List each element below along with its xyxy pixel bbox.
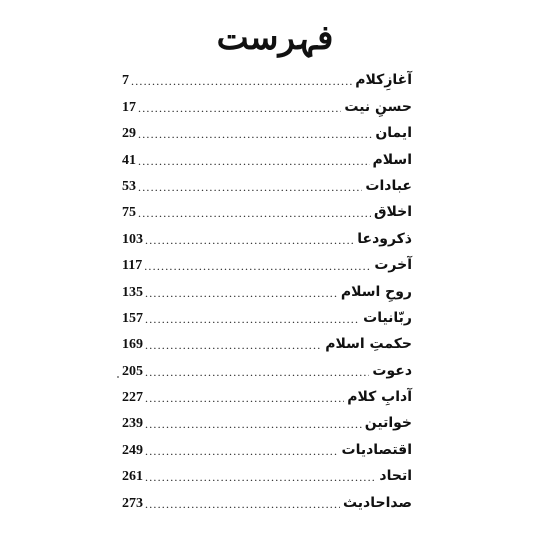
toc-entry[interactable]: [122, 433, 412, 459]
toc-page-number: 157: [122, 310, 143, 326]
toc-leader-dots: [145, 468, 376, 486]
toc-list: [122, 64, 412, 513]
toc-leader-dots: [145, 495, 340, 513]
toc-entry-label: حکمتِ اسلام: [325, 336, 412, 353]
toc-entry[interactable]: [122, 90, 412, 116]
toc-entry[interactable]: [122, 302, 412, 328]
scan-speck: [117, 376, 119, 378]
toc-page-number: 227: [122, 390, 143, 406]
toc-entry-label: دعوت: [372, 362, 412, 379]
toc-entry-label: عبادات: [365, 177, 412, 194]
toc-page-number: 239: [122, 416, 143, 432]
toc-leader-dots: [138, 178, 362, 196]
toc-entry-label: حسنِ نیت: [344, 98, 412, 115]
toc-leader-dots: [145, 415, 362, 433]
toc-entry[interactable]: [122, 222, 412, 248]
toc-page-number: 205: [122, 363, 143, 379]
toc-entry[interactable]: [122, 170, 412, 196]
toc-page-number: 261: [122, 469, 143, 485]
toc-entry-label: آدابِ کلام: [347, 389, 412, 406]
toc-entry[interactable]: [122, 249, 412, 275]
toc-entry-label: اسلام: [372, 151, 412, 168]
toc-page-number: 169: [122, 337, 143, 353]
toc-entry[interactable]: [122, 64, 412, 90]
toc-entry[interactable]: [122, 460, 412, 486]
toc-page-number: 135: [122, 284, 143, 300]
toc-leader-dots: [138, 152, 370, 170]
toc-entry-label: ایمان: [375, 125, 412, 142]
toc-leader-dots: [145, 310, 360, 328]
toc-page-number: 17: [122, 99, 136, 115]
toc-leader-dots: [145, 231, 354, 249]
toc-page-number: 103: [122, 231, 143, 247]
toc-entry[interactable]: [122, 117, 412, 143]
toc-leader-dots: [145, 363, 369, 381]
toc-page-number: 273: [122, 495, 143, 511]
toc-entry[interactable]: [122, 143, 412, 169]
toc-page-number: 7: [122, 73, 129, 89]
toc-entry-label: آغازِکلام: [355, 72, 412, 89]
toc-page-number: 75: [122, 205, 136, 221]
toc-entry[interactable]: [122, 196, 412, 222]
toc-leader-dots: [138, 204, 371, 222]
page-title: فہرست: [216, 18, 334, 58]
toc-entry-label: صداحادیث: [342, 494, 412, 511]
toc-entry-label: ذکرودعا: [357, 230, 412, 247]
toc-leader-dots: [138, 99, 341, 117]
toc-page-number: 249: [122, 442, 143, 458]
toc-leader-dots: [145, 336, 322, 354]
toc-leader-dots: [138, 125, 372, 143]
toc-entry-label: اقتصادیات: [341, 441, 412, 458]
toc-leader-dots: [145, 442, 339, 460]
toc-entry[interactable]: [122, 486, 412, 512]
toc-page-number: 53: [122, 178, 136, 194]
toc-leader-dots: [145, 284, 338, 302]
toc-entry[interactable]: [122, 381, 412, 407]
toc-entry-label: اخلاق: [373, 204, 412, 221]
toc-entry[interactable]: [122, 354, 412, 380]
toc-entry-label: خواتین: [364, 415, 412, 432]
toc-page-number: 117: [122, 258, 143, 274]
toc-entry[interactable]: [122, 407, 412, 433]
toc-leader-dots: [145, 389, 344, 407]
toc-page-number: 29: [122, 126, 136, 142]
toc-entry-label: آخرت: [374, 257, 412, 274]
toc-leader-dots: [131, 72, 352, 90]
toc-entry-label: روحِ اسلام: [340, 283, 412, 300]
toc-entry[interactable]: [122, 328, 412, 354]
toc-entry[interactable]: [122, 275, 412, 301]
toc-leader-dots: [144, 257, 371, 275]
toc-entry-label: اتحاد: [379, 468, 412, 485]
toc-page-number: 41: [122, 152, 136, 168]
toc-entry-label: ربّانیات: [363, 309, 412, 326]
